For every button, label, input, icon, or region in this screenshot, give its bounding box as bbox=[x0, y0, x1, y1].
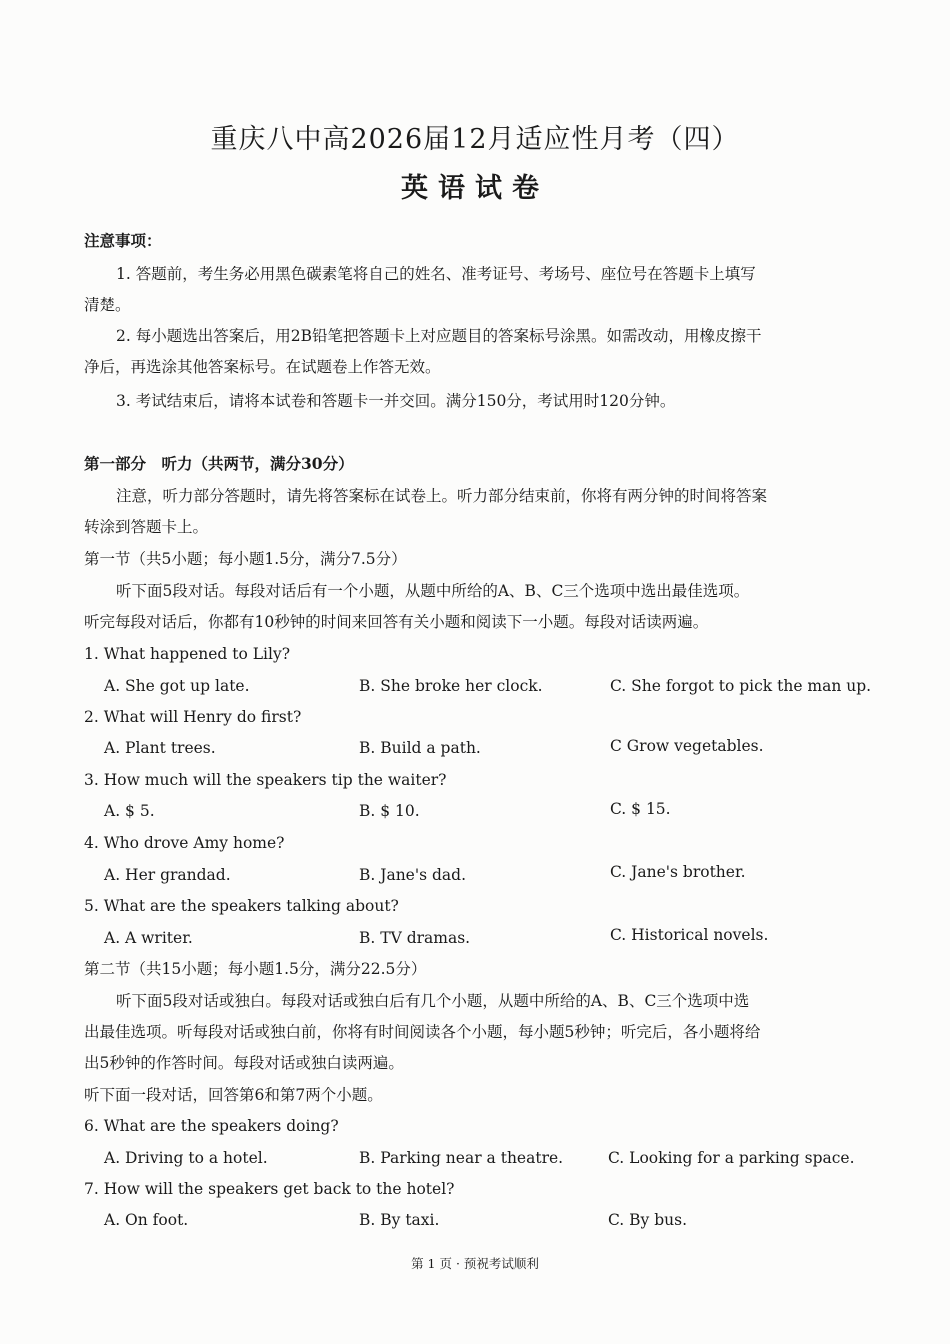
section2-instructions-cont-1: 出最佳选项。听每段对话或独白前，你将有时间阅读各个小题，每小题5秒钟；听完后，各小题将给 bbox=[84, 1023, 761, 1041]
question-4-option-a: A. Her grandad. bbox=[104, 866, 231, 884]
question-6-option-c: C. Looking for a parking space. bbox=[608, 1149, 855, 1167]
question-7-option-b: B. By taxi. bbox=[359, 1211, 440, 1229]
section1-instructions: 听下面5段对话。每段对话后有一个小题，从题中所给的A、B、C三个选项中选出最佳选项。 bbox=[116, 582, 750, 600]
question-3-option-c: C. $ 15. bbox=[610, 800, 671, 818]
notice-item-2-cont: 净后，再选涂其他答案标号。在试题卷上作答无效。 bbox=[84, 358, 441, 376]
notice-item-1: 1. 答题前，考生务必用黑色碳素笔将自己的姓名、准考证号、考场号、座位号在答题卡上填写 bbox=[116, 265, 756, 283]
question-5-option-c: C. Historical novels. bbox=[610, 926, 769, 944]
section1-instructions-cont: 听完每段对话后，你都有10秒钟的时间来回答有关小题和阅读下一小题。每段对话读两遍。 bbox=[84, 613, 709, 631]
question-4-stem: 4. Who drove Amy home? bbox=[84, 834, 285, 852]
section2-instructions-cont-2: 出5秒钟的作答时间。每段对话或独白读两遍。 bbox=[84, 1054, 404, 1072]
notice-heading: 注意事项： bbox=[84, 231, 162, 250]
question-1-option-a: A. She got up late. bbox=[104, 677, 250, 695]
section2-heading: 第二节（共15小题；每小题1.5分，满分22.5分） bbox=[84, 960, 427, 978]
question-3-option-b: B. $ 10. bbox=[359, 802, 420, 820]
question-2-option-b: B. Build a path. bbox=[359, 739, 481, 757]
part1-note-cont: 转涂到答题卡上。 bbox=[84, 518, 209, 536]
notice-item-2: 2. 每小题选出答案后，用2B铅笔把答题卡上对应题目的答案标号涂黑。如需改动，用橡皮擦干 bbox=[116, 327, 762, 345]
question-4-option-c: C. Jane's brother. bbox=[610, 863, 746, 881]
question-5-stem: 5. What are the speakers talking about? bbox=[84, 897, 399, 915]
question-3-option-a: A. $ 5. bbox=[104, 802, 155, 820]
question-3-stem: 3. How much will the speakers tip the waiter? bbox=[84, 771, 447, 789]
question-2-option-c: C Grow vegetables. bbox=[610, 737, 764, 755]
dialogue-intro: 听下面一段对话，回答第6和第7两个小题。 bbox=[84, 1086, 383, 1104]
question-6-option-a: A. Driving to a hotel. bbox=[104, 1149, 268, 1167]
question-5-option-b: B. TV dramas. bbox=[359, 929, 471, 947]
question-1-option-b: B. She broke her clock. bbox=[359, 677, 543, 695]
question-2-stem: 2. What will Henry do first? bbox=[84, 708, 302, 726]
question-5-option-a: A. A writer. bbox=[104, 929, 193, 947]
page-footer: 第 1 页 · 预祝考试顺利 bbox=[411, 1256, 539, 1271]
question-1-option-c: C. She forgot to pick the man up. bbox=[610, 677, 872, 695]
question-6-option-b: B. Parking near a theatre. bbox=[359, 1149, 564, 1167]
question-4-option-b: B. Jane's dad. bbox=[359, 866, 467, 884]
notice-item-3: 3. 考试结束后，请将本试卷和答题卡一并交回。满分150分，考试用时120分钟。 bbox=[116, 392, 676, 410]
notice-item-1-cont: 清楚。 bbox=[84, 296, 131, 314]
exam-title: 重庆八中高2026届12月适应性月考（四） bbox=[210, 124, 740, 155]
section2-instructions: 听下面5段对话或独白。每段对话或独白后有几个小题，从题中所给的A、B、C三个选项中选 bbox=[116, 992, 750, 1010]
exam-subtitle: 英语试卷 bbox=[401, 173, 549, 204]
question-7-stem: 7. How will the speakers get back to the hotel? bbox=[84, 1180, 455, 1198]
question-2-option-a: A. Plant trees. bbox=[104, 739, 216, 757]
question-7-option-c: C. By bus. bbox=[608, 1211, 688, 1229]
part1-heading: 第一部分 听力（共两节，满分30分） bbox=[84, 454, 354, 473]
section1-heading: 第一节（共5小题；每小题1.5分，满分7.5分） bbox=[84, 550, 407, 568]
question-1-stem: 1. What happened to Lily? bbox=[84, 645, 291, 663]
question-6-stem: 6. What are the speakers doing? bbox=[84, 1117, 339, 1135]
question-7-option-a: A. On foot. bbox=[104, 1211, 189, 1229]
part1-note: 注意，听力部分答题时，请先将答案标在试卷上。听力部分结束前，你将有两分钟的时间将答案 bbox=[116, 487, 768, 505]
